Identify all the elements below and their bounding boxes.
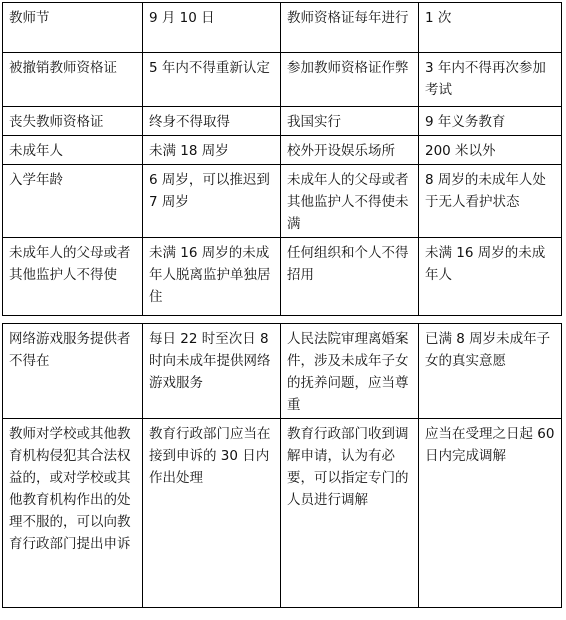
- table-row: [3, 3, 562, 53]
- table-cell: 已满 8 周岁未成年子女的真实意愿: [419, 324, 562, 419]
- table-row: [3, 107, 562, 136]
- table-cell: 9 年义务教育: [419, 107, 562, 136]
- table-top: [2, 2, 562, 316]
- table-cell: 参加教师资格证作弊: [281, 53, 419, 107]
- table-cell: 教师资格证每年进行: [281, 3, 419, 53]
- table-bottom: [2, 323, 562, 608]
- table-row: [3, 419, 562, 608]
- table-cell: 9 月 10 日: [143, 3, 281, 53]
- table-cell: 丧失教师资格证: [3, 107, 143, 136]
- table-cell: 未成年人: [3, 136, 143, 165]
- table-cell: 200 米以外: [419, 136, 562, 165]
- table-cell: 网络游戏服务提供者不得在: [3, 324, 143, 419]
- table-cell: 每日 22 时至次日 8 时向未成年提供网络游戏服务: [143, 324, 281, 419]
- table-cell: 3 年内不得再次参加考试: [419, 53, 562, 107]
- table-cell: 5 年内不得重新认定: [143, 53, 281, 107]
- table-cell: 教师节: [3, 3, 143, 53]
- table-row: [3, 238, 562, 316]
- table-cell: 未满 16 周岁的未成年人脱离监护单独居住: [143, 238, 281, 316]
- table-cell: 未满 16 周岁的未成年人: [419, 238, 562, 316]
- table-row: [3, 165, 562, 238]
- table-cell: 未满 18 周岁: [143, 136, 281, 165]
- table-cell: 应当在受理之日起 60 日内完成调解: [419, 419, 562, 608]
- table-cell: 教育行政部门应当在接到申诉的 30 日内作出处理: [143, 419, 281, 608]
- table-cell: 未成年人的父母或者其他监护人不得使未满: [281, 165, 419, 238]
- table-cell: 任何组织和个人不得招用: [281, 238, 419, 316]
- table-row: [3, 53, 562, 107]
- table-row: [3, 324, 562, 419]
- table-cell: 入学年龄: [3, 165, 143, 238]
- table-cell: 被撤销教师资格证: [3, 53, 143, 107]
- table-cell: 教育行政部门收到调解申请，认为有必要，可以指定专门的人员进行调解: [281, 419, 419, 608]
- table-cell: 人民法院审理离婚案件，涉及未成年子女的抚养问题，应当尊重: [281, 324, 419, 419]
- table-row: [3, 136, 562, 165]
- table-cell: 6 周岁，可以推迟到 7 周岁: [143, 165, 281, 238]
- table-cell: 终身不得取得: [143, 107, 281, 136]
- table-cell: 8 周岁的未成年人处于无人看护状态: [419, 165, 562, 238]
- table-cell: 未成年人的父母或者其他监护人不得使: [3, 238, 143, 316]
- table-cell: 校外开设娱乐场所: [281, 136, 419, 165]
- table-cell: 我国实行: [281, 107, 419, 136]
- table-cell: 1 次: [419, 3, 562, 53]
- table-cell: 教师对学校或其他教育机构侵犯其合法权益的，或对学校或其他教育机构作出的处理不服的，可以向教育行政部门提出申诉: [3, 419, 143, 608]
